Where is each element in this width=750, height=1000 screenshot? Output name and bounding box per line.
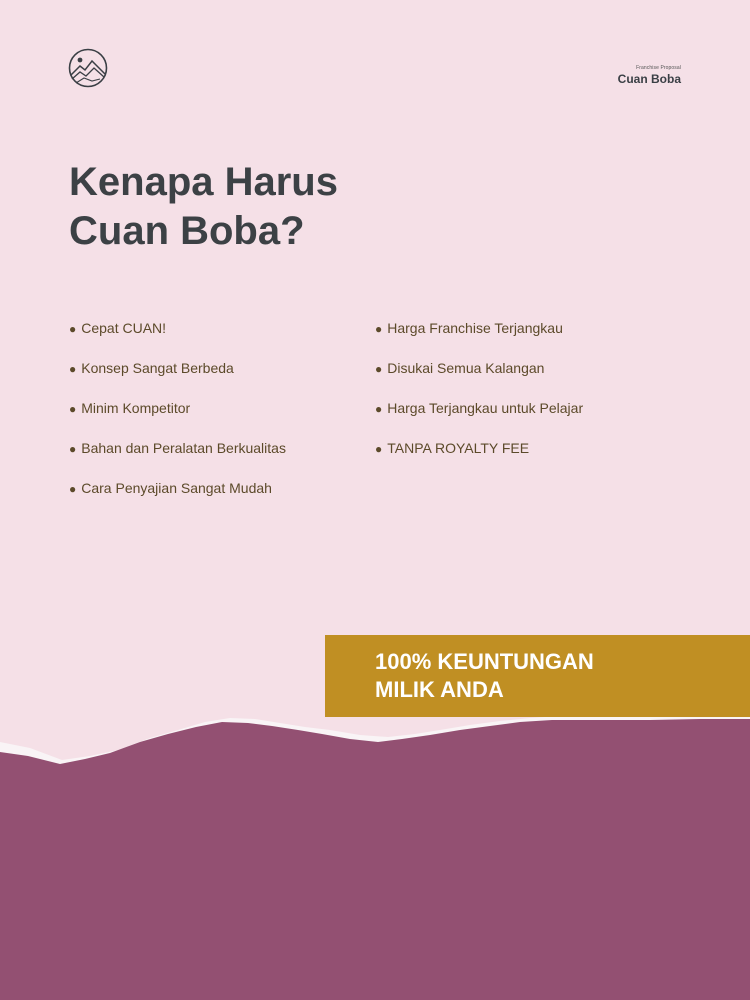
banner-line2: MILIK ANDA <box>375 677 504 702</box>
torn-paper-footer <box>0 690 750 1000</box>
list-item-text: Harga Terjangkau untuk Pelajar <box>387 400 584 416</box>
list-item-text: Cepat CUAN! <box>81 320 167 336</box>
page-title-line2: Cuan Boba? <box>69 209 305 253</box>
bullet-icon: ● <box>375 322 383 336</box>
list-item-text: Bahan dan Peralatan Berkualitas <box>81 440 286 456</box>
list-item-text: Konsep Sangat Berbeda <box>81 360 234 376</box>
benefit-list-left <box>69 318 286 518</box>
bullet-icon: ● <box>375 442 383 456</box>
bullet-icon: ● <box>69 482 77 496</box>
list-item-text: Cara Penyajian Sangat Mudah <box>81 480 272 496</box>
banner-line1: 100% KEUNTUNGAN <box>375 649 594 674</box>
list-item <box>375 438 583 478</box>
list-item <box>375 398 583 438</box>
bullet-icon: ● <box>69 322 77 336</box>
list-item <box>69 438 286 478</box>
bullet-icon: ● <box>69 402 77 416</box>
header-brand-block <box>618 64 681 86</box>
list-item-text: TANPA ROYALTY FEE <box>387 440 530 456</box>
bullet-icon: ● <box>375 402 383 416</box>
list-item <box>69 358 286 398</box>
mountain-logo-icon <box>68 48 108 88</box>
list-item <box>69 398 286 438</box>
page-title-line1: Kenapa Harus <box>69 160 338 204</box>
list-item <box>375 358 583 398</box>
plum-footer-shape <box>0 719 750 1000</box>
profit-banner <box>325 635 750 717</box>
benefit-list-right <box>375 318 583 478</box>
bullet-icon: ● <box>69 362 77 376</box>
bullet-icon: ● <box>375 362 383 376</box>
header-subtitle: Franchise Proposal <box>636 65 681 71</box>
list-item <box>69 478 286 518</box>
list-item-text: Harga Franchise Terjangkau <box>387 320 563 336</box>
header-brand: Cuan Boba <box>617 72 681 86</box>
list-item <box>69 318 286 358</box>
banner-text <box>375 648 594 704</box>
list-item <box>375 318 583 358</box>
page-title <box>69 158 338 256</box>
bullet-icon: ● <box>69 442 77 456</box>
list-item-text: Minim Kompetitor <box>81 400 191 416</box>
list-item-text: Disukai Semua Kalangan <box>387 360 545 376</box>
